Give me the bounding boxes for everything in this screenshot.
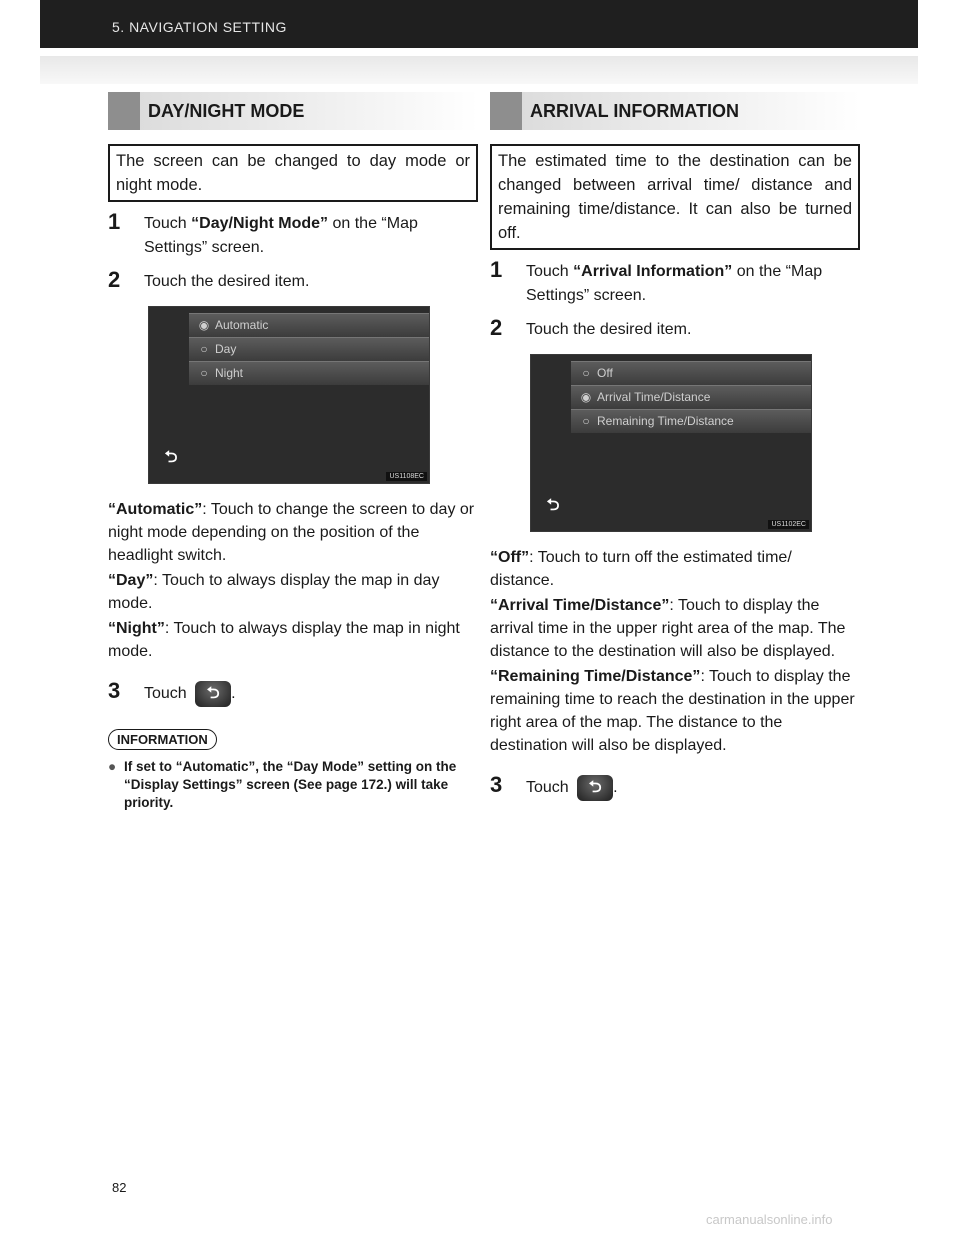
option-label: Automatic <box>215 318 269 332</box>
option-day[interactable] <box>189 337 429 361</box>
radio-icon: ○ <box>200 366 208 380</box>
chapter-header <box>40 0 918 48</box>
section-heading <box>108 92 478 130</box>
page-number: 82 <box>112 1180 127 1195</box>
back-arrow-icon[interactable]: ⮌ <box>164 449 178 466</box>
section-heading <box>490 92 860 130</box>
option-descriptions <box>108 498 478 663</box>
bullet-icon: ● <box>108 759 117 774</box>
desc-text: : Touch to change the screen to day or night mode depending on the position of the headlight switch. <box>108 501 475 564</box>
step-period: . <box>613 779 618 797</box>
option-label: Day <box>215 342 237 356</box>
desc-day <box>108 569 478 615</box>
option-arrival-time-distance[interactable] <box>571 385 811 409</box>
step-text: on the “Map Settings” screen. <box>526 263 823 304</box>
step-text: Touch <box>526 779 569 797</box>
desc-text: : Touch to display the remaining time to reach the destination in the upper right area of the map. The distance to the destination will also be displayed. <box>490 668 855 754</box>
desc-term: “Night” <box>108 620 165 637</box>
image-code: US1102EC <box>768 520 809 529</box>
heading-marker <box>108 92 140 130</box>
option-label: Night <box>215 366 244 380</box>
step-text: Touch <box>144 215 192 232</box>
desc-remaining <box>490 665 860 757</box>
option-night[interactable] <box>189 361 429 385</box>
step-3 <box>490 772 860 801</box>
step-number: 2 <box>108 267 121 292</box>
option-label: Off <box>597 366 613 380</box>
intro-box: The screen can be changed to day mode or night mode. <box>108 144 478 202</box>
desc-term: “Off” <box>490 549 530 566</box>
information-text: If set to “Automatic”, the “Day Mode” setting on the “Display Settings” screen (See page 172.) will take priority. <box>124 759 457 810</box>
step-text: Touch <box>526 263 574 280</box>
back-button-icon: ⮌ <box>577 775 613 801</box>
step-number: 1 <box>108 209 121 234</box>
radio-icon: ○ <box>200 342 208 356</box>
back-button-icon: ⮌ <box>195 681 231 707</box>
desc-night <box>108 617 478 663</box>
step-1 <box>490 257 860 308</box>
step-target: “Arrival Information” <box>573 263 733 280</box>
step-1 <box>108 209 478 260</box>
option-label: Arrival Time/Distance <box>597 390 711 404</box>
radio-icon: ○ <box>582 366 590 380</box>
step-number: 1 <box>490 257 503 282</box>
desc-term: “Arrival Time/Distance” <box>490 597 670 614</box>
image-code: US1108EC <box>386 472 427 481</box>
radio-icon: ○ <box>582 414 590 428</box>
step-text: Touch the desired item. <box>526 321 692 338</box>
back-arrow-icon[interactable]: ⮌ <box>546 497 560 514</box>
heading-marker <box>490 92 522 130</box>
day-night-column <box>108 92 478 812</box>
step-text: Touch the desired item. <box>144 273 310 290</box>
arrival-information-column <box>490 92 860 801</box>
arrival-info-screenshot <box>530 354 812 532</box>
option-off[interactable] <box>571 361 811 385</box>
radio-selected-icon: ◉ <box>198 318 210 332</box>
day-night-screenshot <box>148 306 430 484</box>
chapter-title: 5. NAVIGATION SETTING <box>112 19 287 35</box>
option-remaining-time-distance[interactable] <box>571 409 811 433</box>
desc-off <box>490 546 860 592</box>
desc-arrival <box>490 594 860 663</box>
information-note <box>108 758 478 812</box>
header-band <box>40 56 918 84</box>
desc-text: : Touch to always display the map in night mode. <box>108 620 460 660</box>
desc-term: “Remaining Time/Distance” <box>490 668 701 685</box>
desc-text: : Touch to always display the map in day mode. <box>108 572 440 612</box>
desc-term: “Day” <box>108 572 154 589</box>
step-3 <box>108 678 478 707</box>
step-text: on the “Map Settings” screen. <box>144 215 418 256</box>
step-target: “Day/Night Mode” <box>191 215 329 232</box>
desc-text: : Touch to turn off the estimated time/ distance. <box>490 549 792 589</box>
desc-text: : Touch to display the arrival time in the upper right area of the map. The distance to the destination will also be displayed. <box>490 597 846 660</box>
step-number: 3 <box>490 772 503 797</box>
option-descriptions <box>490 546 860 757</box>
section-title: DAY/NIGHT MODE <box>148 101 305 121</box>
section-title: ARRIVAL INFORMATION <box>530 101 739 121</box>
step-number: 2 <box>490 315 503 340</box>
step-text: Touch <box>144 685 187 703</box>
watermark: carmanualsonline.info <box>706 1212 833 1227</box>
option-label: Remaining Time/Distance <box>597 414 734 428</box>
option-automatic[interactable] <box>189 313 429 337</box>
desc-term: “Automatic” <box>108 501 203 518</box>
step-2 <box>108 267 478 294</box>
desc-automatic <box>108 498 478 567</box>
step-period: . <box>231 685 236 703</box>
intro-box: The estimated time to the destination can be changed between arrival time/ distance and remaining time/distance. It can also be turned off. <box>490 144 860 250</box>
step-number: 3 <box>108 678 121 703</box>
information-label: INFORMATION <box>108 729 217 750</box>
step-2 <box>490 315 860 342</box>
radio-selected-icon: ◉ <box>580 390 592 404</box>
